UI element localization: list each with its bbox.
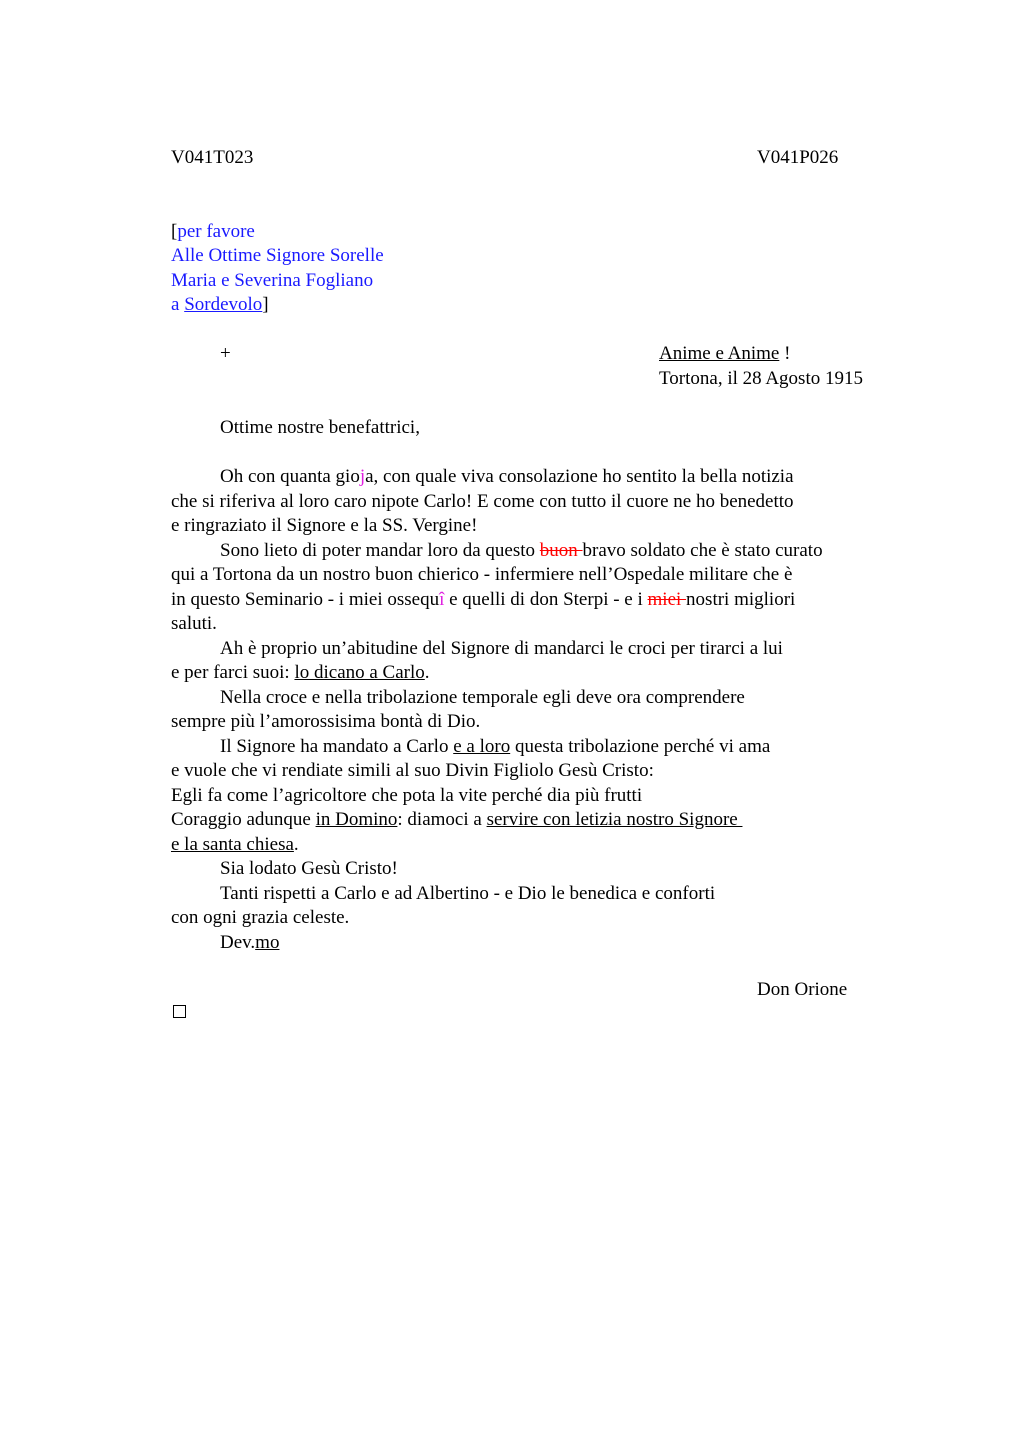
body-line: Nella croce e nella tribolazione temporale egli deve ora comprendere	[220, 686, 745, 708]
address-line-3: Maria e Severina Fogliano	[171, 270, 374, 291]
letter-body	[171, 465, 891, 955]
underlined-phrase: servire con letizia nostro Signore	[486, 809, 743, 830]
body-line: sempre più l’amorossisima bontà di Dio.	[171, 711, 481, 732]
correction-mark: î	[439, 588, 445, 610]
address-line-2: Alle Ottime Signore Sorelle	[171, 245, 384, 266]
motto: Anime e Anime	[659, 343, 780, 364]
open-bracket: [	[171, 221, 178, 242]
salutation: Ottime nostre benefattrici,	[220, 417, 420, 438]
body-line: Oh con quanta gioja, con quale viva consolazione ho sentito la bella notizia	[220, 466, 794, 487]
body-line: Egli fa come l’agricoltore che pota la vite perché dia più frutti	[171, 784, 643, 806]
deleted-word: miei	[647, 588, 687, 610]
body-line: e per farci suoi: lo dicano a Carlo.	[171, 662, 430, 683]
deleted-word: buon	[539, 539, 583, 561]
left-code: V041T023	[171, 147, 254, 168]
body-line: Il Signore ha mandato a Carlo e a loro questa tribolazione perché vi ama	[220, 735, 771, 757]
address-line-1: per favore	[177, 221, 255, 242]
body-line: qui a Tortona da un nostro buon chierico - infermiere nell’Ospedale militare che è	[171, 564, 793, 585]
end-marker-box-icon	[173, 1005, 186, 1018]
body-line: e la santa chiesa.	[171, 833, 299, 855]
motto-suffix: !	[779, 343, 791, 364]
underlined-phrase: e la santa chiesa	[171, 833, 294, 855]
body-line: Tanti rispetti a Carlo e ad Albertino - e Dio le benedica e conforti	[220, 882, 716, 904]
close-bracket: ]	[262, 294, 269, 315]
body-line: che si riferiva al loro caro nipote Carlo! E come con tutto il cuore ne ho benedetto	[171, 490, 794, 512]
closing-line: Dev.mo	[220, 931, 280, 953]
underlined-phrase: in Domino	[315, 809, 398, 830]
signature: Don Orione	[757, 979, 848, 1000]
body-line: e vuole che vi rendiate simili al suo Divin Figliolo Gesù Cristo:	[171, 760, 654, 781]
body-line: saluti.	[171, 613, 217, 634]
body-line: Sia lodato Gesù Cristo!	[220, 858, 398, 879]
underlined-phrase: mo	[255, 931, 280, 953]
body-line: e ringraziato il Signore e la SS. Vergine!	[171, 515, 478, 536]
body-line: in questo Seminario - i miei ossequî e quelli di don Sterpi - e i miei nostri migliori	[171, 588, 796, 610]
address-place: Sordevolo	[184, 294, 263, 315]
body-line: con ogni grazia celeste.	[171, 907, 350, 928]
right-code: V041P026	[757, 147, 839, 168]
body-line: Sono lieto di poter mandar loro da questo buon bravo soldato che è stato curato	[220, 539, 823, 561]
underlined-phrase: e a loro	[453, 735, 511, 757]
cross-symbol: +	[220, 343, 231, 364]
body-line: Coraggio adunque in Domino: diamoci a servire con letizia nostro Signore	[171, 809, 743, 830]
body-line: Ah è proprio un’abitudine del Signore di mandarci le croci per tirarci a lui	[220, 637, 783, 659]
underlined-phrase: lo dicano a Carlo	[294, 662, 425, 683]
place-date: Tortona, il 28 Agosto 1915	[659, 368, 863, 389]
correction-mark: j	[359, 466, 366, 487]
address-line-4-prefix: a	[171, 294, 185, 315]
